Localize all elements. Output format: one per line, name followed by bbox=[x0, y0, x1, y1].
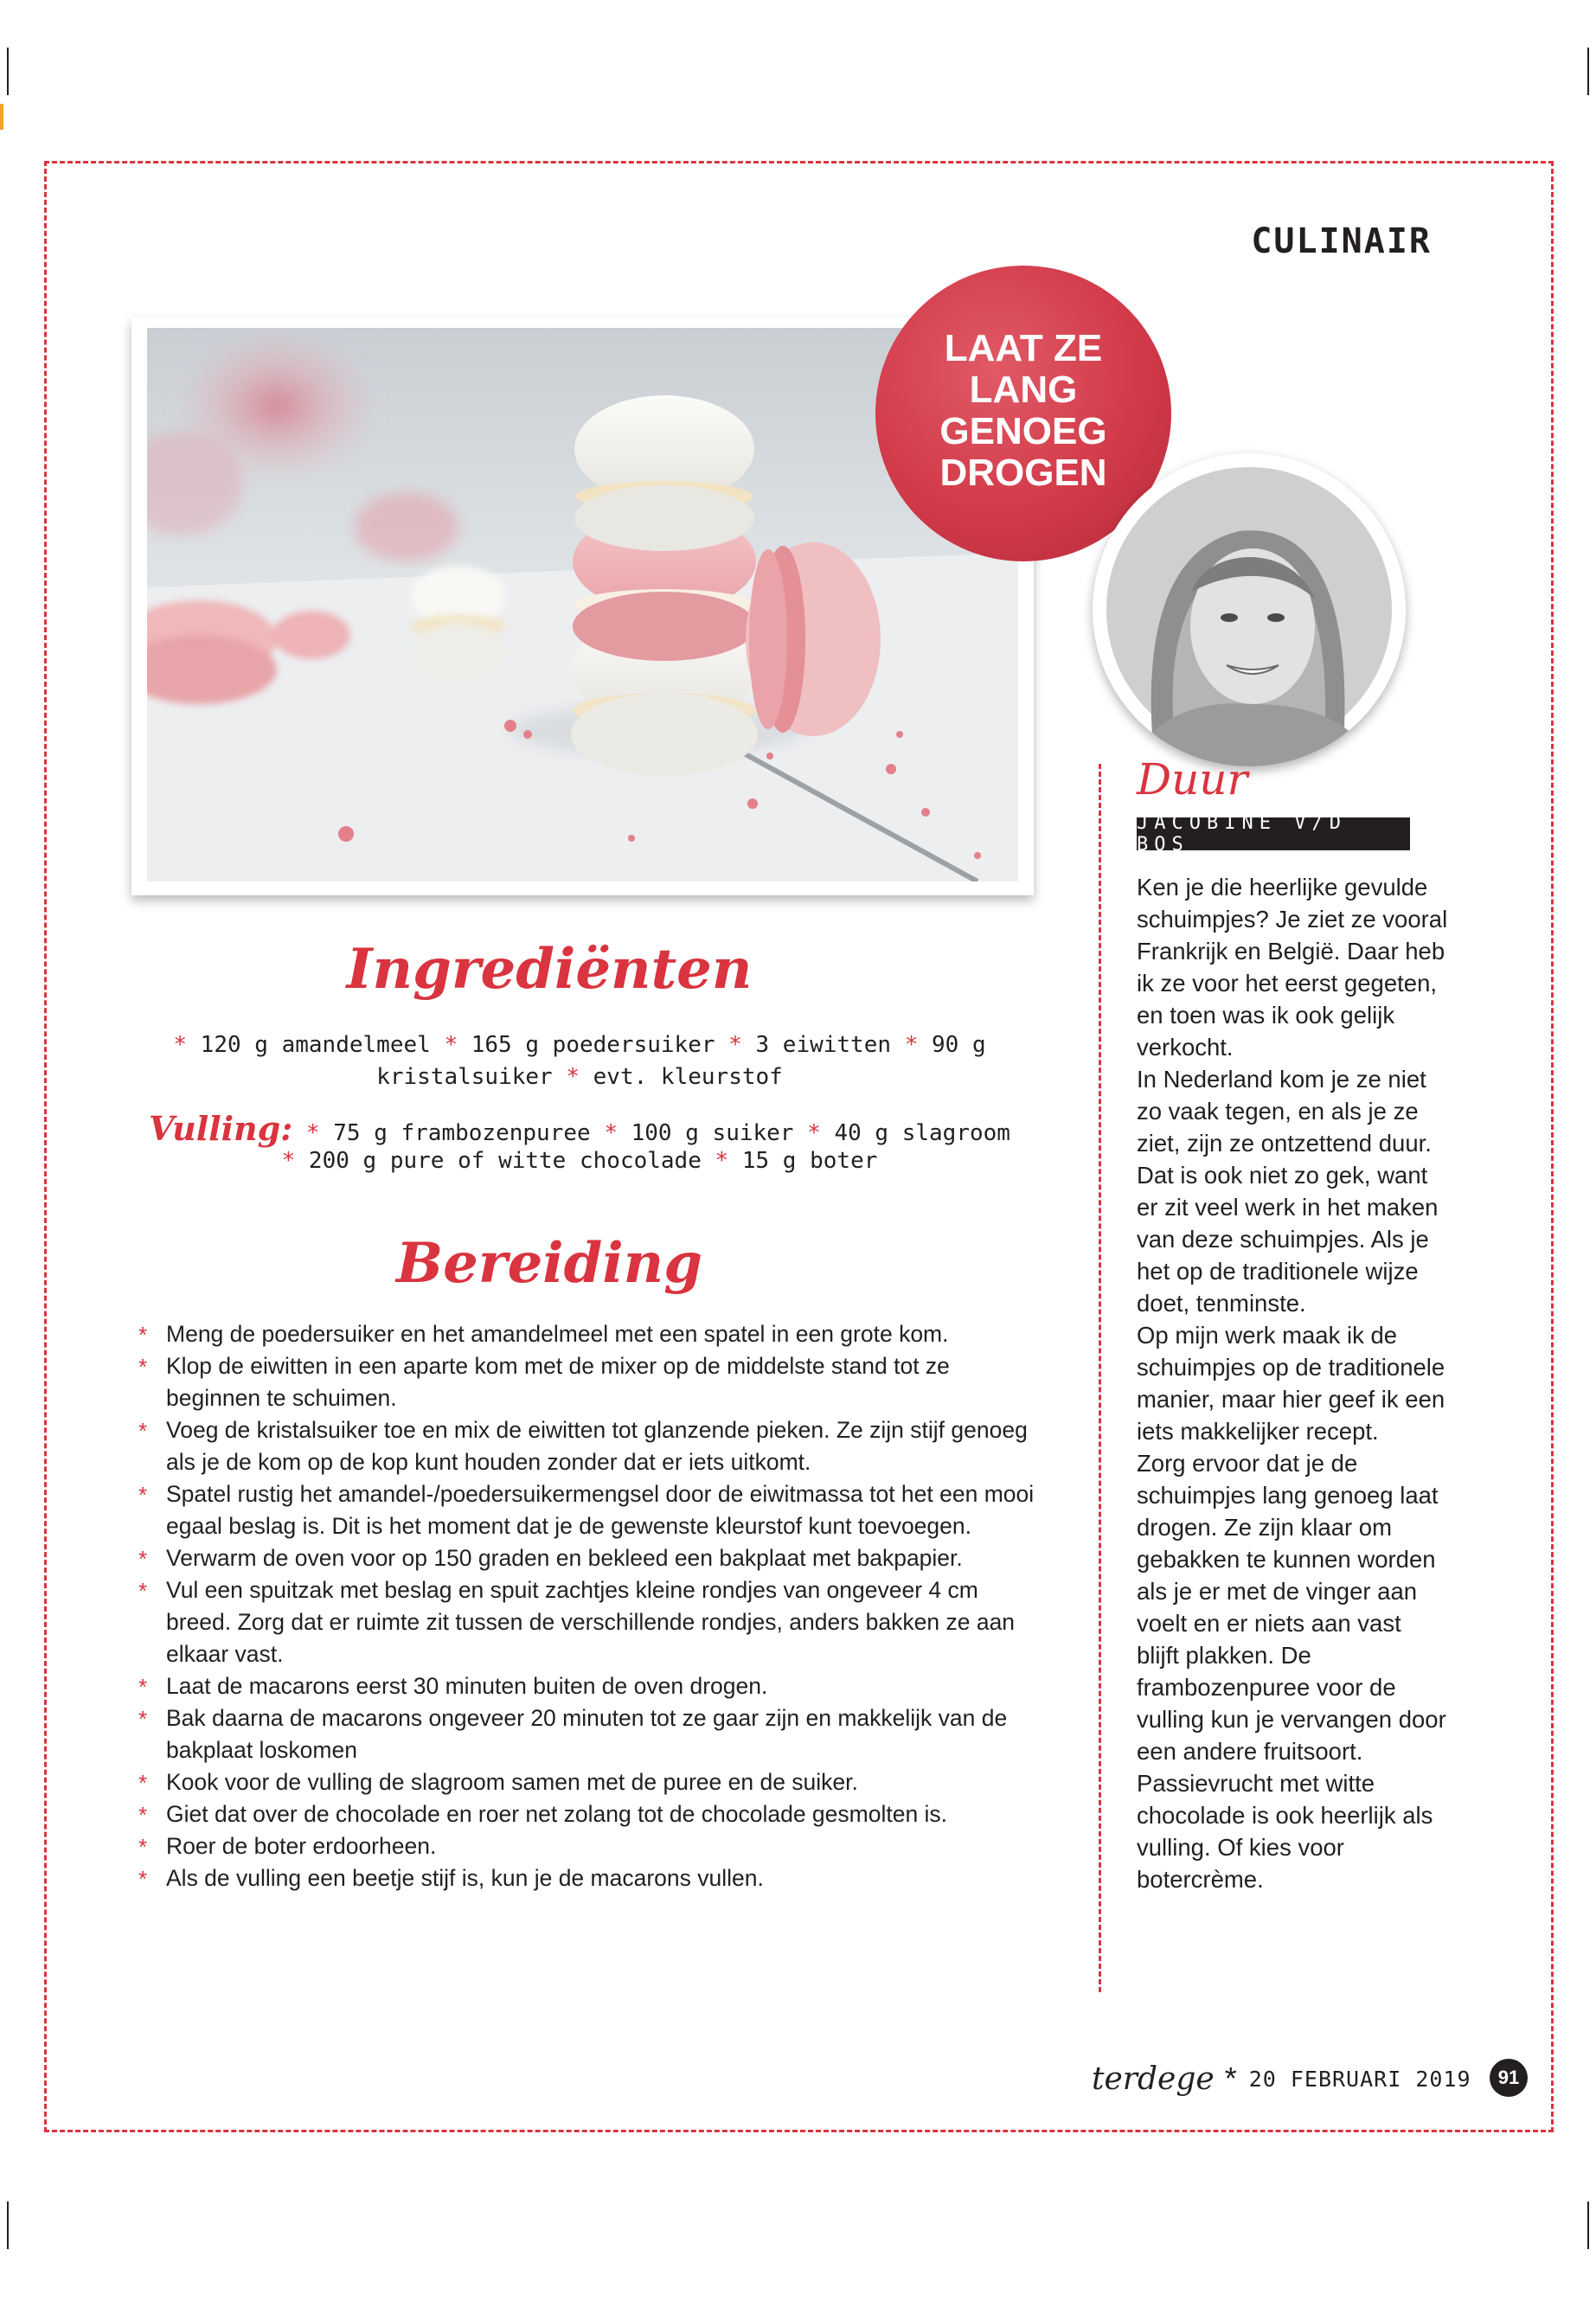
step-text: Laat de macarons eerst 30 minuten buiten de oven drogen. bbox=[166, 1673, 768, 1699]
step-text: Giet dat over de chocolade en roer net zolang tot de chocolade gesmolten is. bbox=[166, 1801, 948, 1827]
asterisk-icon: * bbox=[807, 1120, 821, 1146]
ingredient: kristalsuiker bbox=[376, 1064, 553, 1090]
asterisk-icon: * bbox=[138, 1866, 148, 1892]
list-item bbox=[138, 1414, 1047, 1478]
ingredient: 3 eiwitten bbox=[755, 1032, 892, 1058]
issue-date: 20 FEBRUARI 2019 bbox=[1248, 2066, 1471, 2092]
author-byline: JACOBINE V/D BOS bbox=[1137, 817, 1410, 850]
list-item bbox=[138, 1798, 1047, 1830]
section-label: CULINAIR bbox=[1251, 221, 1432, 261]
list-item bbox=[138, 1670, 1047, 1702]
asterisk-icon: * bbox=[138, 1418, 148, 1444]
list-item bbox=[138, 1574, 1047, 1670]
portrait-illustration bbox=[1093, 453, 1406, 766]
asterisk-icon: * bbox=[281, 1148, 296, 1174]
magazine-name: terdege bbox=[1092, 2061, 1215, 2097]
sidebar-paragraph: In Nederland kom je ze niet zo vaak tegen, en als je ze ziet, zijn ze ontzettend duur. Dat is ook niet zo gek, want er zit veel werk in het maken van deze schuimpjes. Als je het op de traditionele wijze doet, tenminste. bbox=[1137, 1066, 1439, 1317]
asterisk-icon: * bbox=[305, 1120, 320, 1146]
preparation-title: Bereiding bbox=[396, 1231, 702, 1296]
page-number: 91 bbox=[1490, 2059, 1528, 2097]
asterisk-icon: * bbox=[715, 1148, 729, 1174]
asterisk-icon: * bbox=[138, 1674, 148, 1700]
asterisk-icon: * bbox=[566, 1064, 580, 1090]
step-text: Klop de eiwitten in een aparte kom met de mixer op de middelste stand tot ze beginnen te schuimen. bbox=[166, 1353, 950, 1411]
asterisk-icon: * bbox=[138, 1706, 148, 1732]
crop-mark bbox=[7, 2202, 9, 2249]
step-text: Vul een spuitzak met beslag en spuit zachtjes kleine rondjes van ongeveer 4 cm breed. Zorg dat er ruimte zit tussen de verschillende rondjes, anders bakken ze aan elkaar vast. bbox=[166, 1577, 1016, 1667]
step-text: Als de vulling een beetje stijf is, kun je de macarons vullen. bbox=[166, 1865, 764, 1891]
asterisk-icon: * bbox=[138, 1578, 148, 1604]
list-item bbox=[138, 1830, 1047, 1862]
list-item bbox=[138, 1862, 1047, 1894]
sidebar-paragraph: Zorg ervoor dat je de schuimpjes lang genoeg laat drogen. Ze zijn klaar om gebakken te kunnen worden als je er met de vinger aan voelt en er niets aan vast blijft plakken. De frambozenpuree voor de vulling kun je vervangen door een andere fruitsoort. Passievrucht met witte chocolade is ook heerlijk als vulling. Of kies voor botercrème. bbox=[1137, 1450, 1446, 1893]
ingredients-line-2 bbox=[130, 1064, 1029, 1090]
filling-label: Vulling: bbox=[149, 1109, 293, 1148]
asterisk-icon: * bbox=[138, 1482, 148, 1508]
ingredient: 90 g bbox=[932, 1032, 986, 1058]
filling-line-1 bbox=[130, 1109, 1029, 1148]
column-divider bbox=[1099, 764, 1101, 1992]
ingredient: 40 g slagroom bbox=[834, 1120, 1010, 1146]
ingredient: 15 g boter bbox=[741, 1148, 878, 1174]
asterisk-icon: * bbox=[138, 1770, 148, 1796]
step-text: Meng de poedersuiker en het amandelmeel met een spatel in een grote kom. bbox=[166, 1321, 949, 1347]
crop-mark bbox=[1587, 2202, 1589, 2249]
asterisk-icon: * bbox=[444, 1032, 458, 1058]
list-item bbox=[138, 1542, 1047, 1574]
preparation-steps bbox=[138, 1318, 1047, 1894]
ingredient: 165 g poedersuiker bbox=[471, 1032, 715, 1058]
asterisk-icon: * bbox=[904, 1032, 919, 1058]
step-text: Roer de boter erdoorheen. bbox=[166, 1833, 437, 1859]
step-text: Verwarm de oven voor op 150 graden en bekleed een bakplaat met bakpapier. bbox=[166, 1545, 963, 1571]
author-portrait bbox=[1093, 453, 1406, 766]
asterisk-icon: * bbox=[138, 1322, 148, 1348]
list-item bbox=[138, 1318, 1047, 1350]
crop-mark bbox=[7, 48, 9, 95]
step-text: Bak daarna de macarons ongeveer 20 minuten tot ze gaar zijn en makkelijk van de bakplaat loskomen bbox=[166, 1705, 1008, 1763]
sidebar-paragraph: Op mijn werk maak ik de schuimpjes op de traditionele manier, maar hier geef ik een iets makkelijker recept. bbox=[1137, 1322, 1445, 1445]
asterisk-icon: * bbox=[1224, 2061, 1237, 2096]
asterisk-icon: * bbox=[138, 1834, 148, 1860]
sidebar-title: Duur bbox=[1137, 754, 1248, 804]
sidebar-paragraph: Ken je die heerlijke gevulde schuimpjes? Je ziet ze vooral Frankrijk en België. Daar heb ik ze voor het eerst gegeten, en toen was ik ook gelijk verkocht. bbox=[1137, 874, 1448, 1061]
asterisk-icon: * bbox=[138, 1802, 148, 1828]
asterisk-icon: * bbox=[173, 1032, 188, 1058]
asterisk-icon: * bbox=[138, 1354, 148, 1380]
color-bar bbox=[0, 104, 3, 130]
filling-line-2 bbox=[130, 1148, 1029, 1174]
sidebar-text bbox=[1137, 871, 1448, 1895]
step-text: Kook voor de vulling de slagroom samen met de puree en de suiker. bbox=[166, 1769, 858, 1795]
asterisk-icon: * bbox=[604, 1120, 618, 1146]
ingredient: evt. kleurstof bbox=[593, 1064, 783, 1090]
list-item bbox=[138, 1766, 1047, 1798]
ingredient: 120 g amandelmeel bbox=[200, 1032, 431, 1058]
tip-badge-text: LAAT ZE LANG GENOEG DROGEN bbox=[939, 327, 1107, 494]
list-item bbox=[138, 1702, 1047, 1766]
ingredient: 75 g frambozenpuree bbox=[333, 1120, 591, 1146]
list-item bbox=[138, 1350, 1047, 1414]
ingredient: 200 g pure of witte chocolade bbox=[308, 1148, 702, 1174]
step-text: Spatel rustig het amandel-/poedersuikermengsel door de eiwitmassa tot het een mooi egaal beslag is. Dit is het moment dat je de gewenste kleurstof kunt toevoegen. bbox=[166, 1481, 1035, 1539]
asterisk-icon: * bbox=[138, 1546, 148, 1572]
list-item bbox=[138, 1478, 1047, 1542]
ingredient: 100 g suiker bbox=[631, 1120, 794, 1146]
ingredients-line-1 bbox=[130, 1032, 1029, 1058]
page-footer bbox=[1092, 2057, 1471, 2100]
asterisk-icon: * bbox=[728, 1032, 742, 1058]
ingredients-title: Ingrediënten bbox=[346, 937, 753, 1002]
step-text: Voeg de kristalsuiker toe en mix de eiwitten tot glanzende pieken. Ze zijn stijf genoeg als je de kom op de kop kunt houden zonder dat er iets uitkomt. bbox=[166, 1417, 1028, 1475]
crop-mark bbox=[1587, 48, 1589, 95]
